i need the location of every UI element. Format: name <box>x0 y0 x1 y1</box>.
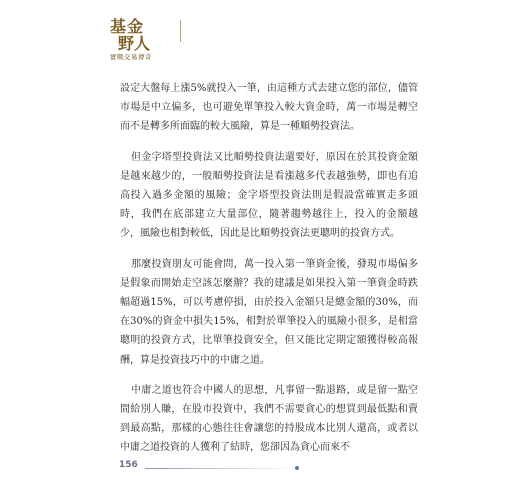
paragraph-2: 但金字塔型投資法又比順勢投資法還要好，原因在於其投資金額是越來越少的，一般順勢投資法是看漲越多代表越強勢，即也有追高投入過多金額的風險；金字塔型投資法則是假設當確實走多頭時，我們在底部建立大量部位，隨著趨勢越往上，投入的金額越少，風險也相對較低，因此是比順勢投資法更聰明的投資方式。 <box>120 151 418 240</box>
page-number: 156 <box>119 460 138 470</box>
footer-rule <box>145 468 295 469</box>
body-text <box>120 79 418 458</box>
logo-divider <box>180 20 186 42</box>
page-footer <box>119 458 419 478</box>
paragraph-1: 設定大盤每上漲5%就投入一筆，由這種方式去建立您的部位，儘管市場是中立偏多，也可避免單筆投入較大資金時，萬一市場是轉空而不是轉多所面臨的較大風險，算是一種順勢投資法。 <box>120 83 418 133</box>
logo-subtitle: 實戰交易傳奇 <box>110 53 152 61</box>
logo-title-line1: 基金 <box>110 17 145 36</box>
footer-dot-icon <box>295 466 299 470</box>
paragraph-3: 那麼投資朋友可能會問，萬一投入第一筆資金後，發現市場偏多是假象而開始走空該怎麼辦？我的建議是如果投入第一筆資金時跌幅超過15%，可以考慮停損，由於投入金額只是總金額的30%，而在30%的資金中損失15%，相對於單筆投入的風險小很多，是相當聰明的投資方式，比單筆投資安全，但又能比定期定額獲得較高報酬，算是投資技巧中的中庸之道。 <box>120 258 418 366</box>
paragraph-4: 中庸之道也符合中國人的思想，凡事留一點退路，或是留一點空間給別人賺，在股市投資中，我們不需要貪心的想買到最低點和賣到最高點，那樣的心態往往會讓您的持股成本比別人還高，或者以中庸之道投資的人獲利了結時，您卻因為貪心而來不 <box>120 384 418 454</box>
series-logo <box>110 18 194 61</box>
logo-title-line2: 野人 <box>118 34 151 53</box>
